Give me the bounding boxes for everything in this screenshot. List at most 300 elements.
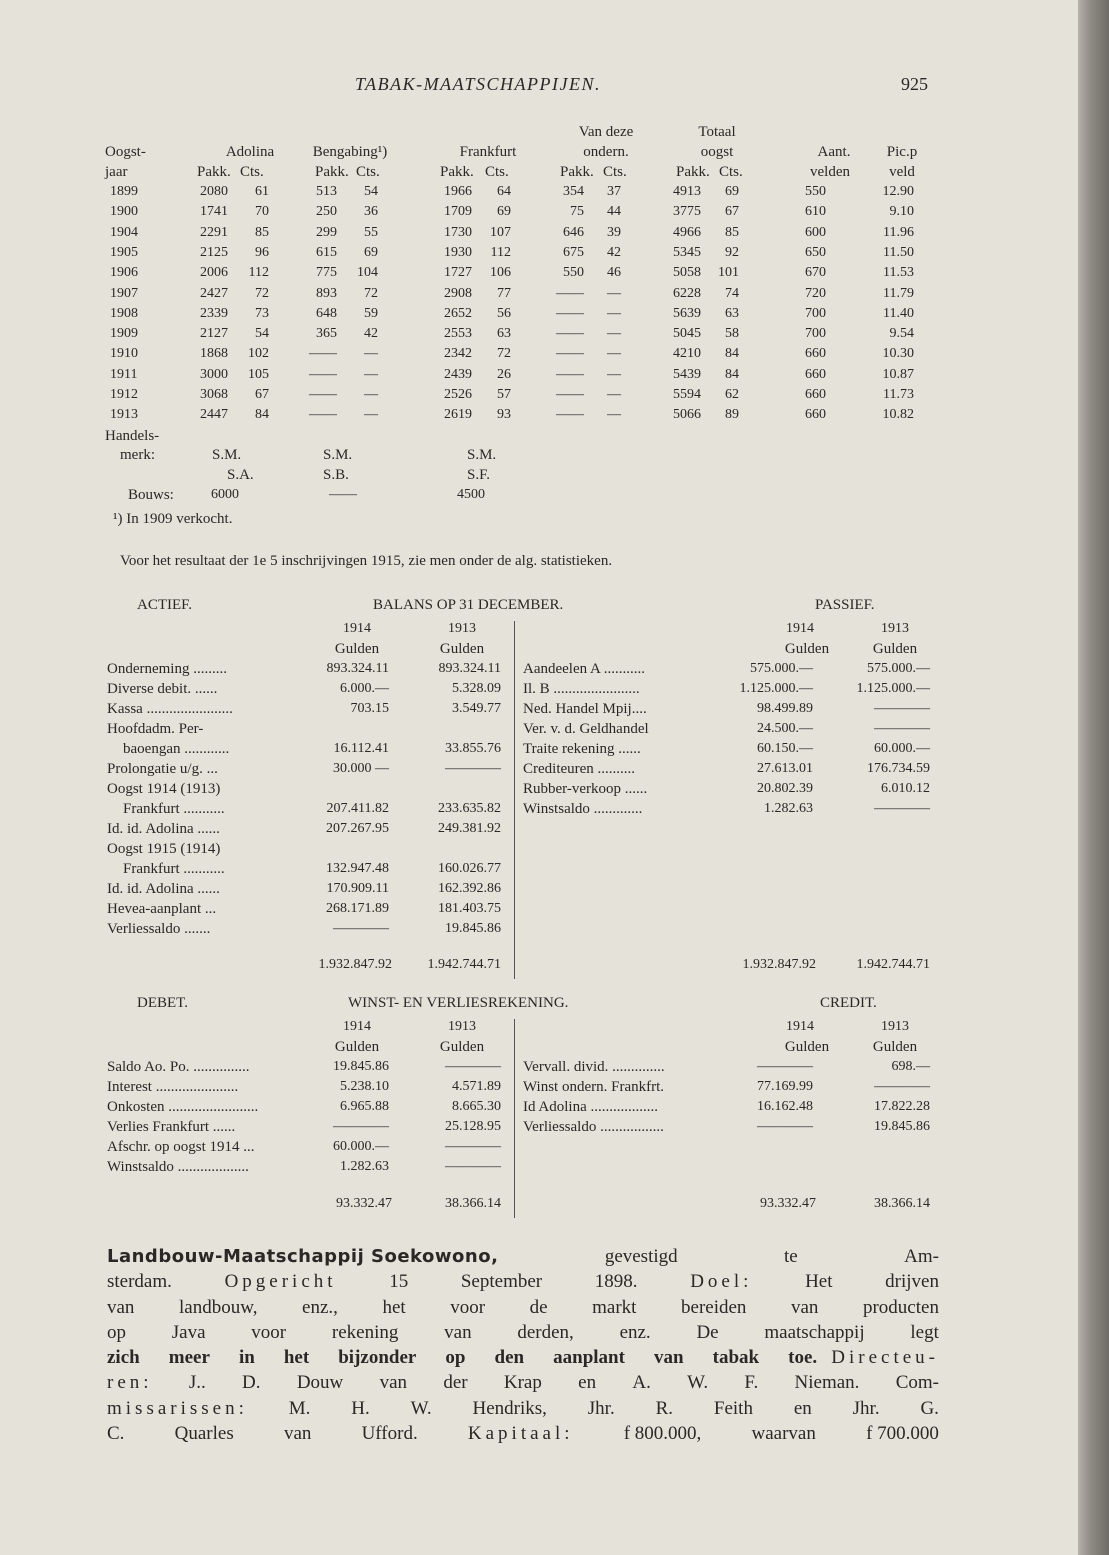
left-item-1914: 207.267.95 (326, 821, 389, 836)
data-cell: 107 (490, 224, 511, 240)
data-cell: 11.50 (883, 244, 914, 260)
word: enz., (302, 1296, 338, 1318)
word: Am- (904, 1246, 939, 1267)
bouws-value: 4500 (457, 487, 485, 502)
data-cell: 64 (497, 184, 511, 199)
column-header: oogst (700, 144, 734, 160)
left-item-label: Verlies Frankfurt ...... (107, 1119, 236, 1135)
word: Hendriks, (472, 1397, 547, 1419)
data-cell: 299 (316, 224, 337, 240)
center-divider (514, 1019, 515, 1218)
right-item-1913: 17.822.28 (874, 1099, 930, 1114)
data-cell: — (607, 387, 621, 402)
data-cell: 26 (497, 366, 511, 382)
word: de (529, 1296, 548, 1318)
data-cell: 5045 (673, 326, 701, 342)
data-cell: 660 (805, 366, 826, 382)
unit-header: Cts. (240, 164, 264, 180)
data-cell: 1868 (200, 346, 228, 362)
left-total-1914: 1.932.847.92 (318, 957, 392, 972)
year-cell: 1913 (110, 407, 138, 423)
left-item-label: baoengan ............ (123, 741, 230, 757)
unit-header: Cts. (719, 164, 743, 180)
year-header: 1913 (448, 621, 476, 636)
left-item-label: Diverse debit. ...... (107, 681, 218, 697)
unit-header: Pakk. (315, 164, 349, 180)
trademark: S.M. (323, 447, 353, 463)
data-cell: 112 (490, 244, 511, 260)
word: landbouw, (179, 1296, 258, 1318)
year-header: 1914 (343, 1019, 371, 1034)
right-item-1914: 16.162.48 (757, 1099, 813, 1114)
word: sterdam. (107, 1271, 172, 1293)
right-item-label: Ned. Handel Mpij.... (523, 701, 647, 717)
left-item-1913: 19.845.86 (445, 921, 501, 936)
column-header: velden (810, 164, 850, 180)
word-part: tabak (712, 1347, 760, 1369)
word: missarissen: (107, 1397, 248, 1419)
unit-header: Pakk. (560, 164, 594, 180)
right-item-label: Aandeelen A ........... (523, 661, 646, 677)
word (107, 1345, 817, 1370)
trademark: S.M. (212, 447, 242, 463)
word: D. (242, 1372, 261, 1394)
word: producten (862, 1296, 939, 1318)
year-header: 1914 (343, 621, 371, 636)
word-part: van (654, 1347, 684, 1369)
left-item-1914: 5.238.10 (340, 1079, 389, 1094)
right-total-1913: 38.366.14 (874, 1196, 930, 1211)
left-item-1913: 33.855.76 (445, 741, 501, 756)
word: maatschappij (764, 1321, 865, 1343)
data-cell: 2080 (200, 184, 228, 199)
data-cell: 2439 (444, 366, 472, 382)
trademark: S.A. (227, 467, 254, 483)
data-cell: 670 (805, 265, 826, 281)
right-item-1914: 60.150.— (757, 741, 813, 756)
word: op (107, 1321, 126, 1343)
column-header: Van deze (578, 124, 634, 140)
word: het (382, 1296, 406, 1318)
year-header: 1914 (786, 1019, 814, 1034)
data-cell: 675 (563, 244, 584, 260)
company-name: Landbouw-Maatschappij Soekowono, (107, 1246, 499, 1267)
data-cell: —— (556, 326, 584, 342)
year-cell: 1912 (110, 387, 138, 402)
data-cell: 42 (607, 244, 621, 260)
data-cell: —— (556, 387, 584, 402)
data-cell: 84 (725, 346, 739, 362)
year-header: 1913 (881, 621, 909, 636)
left-item-1913: ———— (445, 1059, 501, 1074)
word: en (793, 1397, 812, 1419)
data-cell: 10.82 (882, 407, 914, 423)
word: Opgericht (224, 1271, 337, 1293)
word: Directeu- (831, 1347, 939, 1369)
right-item-1913: ———— (874, 721, 930, 736)
column-header: Adolina (225, 144, 275, 160)
word: f 800.000, (623, 1423, 702, 1445)
word-part: op (445, 1347, 466, 1369)
unit-header: Cts. (603, 164, 627, 180)
data-cell: 600 (805, 224, 826, 240)
data-cell: 1709 (444, 204, 472, 220)
unit-header: Gulden (439, 1039, 485, 1055)
column-header: ondern. (583, 144, 629, 160)
trademark: S.M. (467, 447, 497, 463)
data-cell: 660 (805, 407, 826, 423)
left-item-1914: 207.411.82 (326, 801, 389, 816)
word-part: in (238, 1347, 255, 1369)
left-item-1914: 16.112.41 (333, 741, 389, 756)
word: Kapitaal: (467, 1423, 574, 1445)
data-cell: 5058 (673, 265, 701, 281)
footnote: ¹) In 1909 verkocht. (113, 511, 233, 527)
data-cell: 2427 (200, 285, 228, 301)
year-cell: 1910 (110, 346, 138, 362)
year-cell: 1906 (110, 265, 138, 281)
word: A. (632, 1372, 651, 1394)
year-header: 1913 (448, 1019, 476, 1034)
word: J.. (188, 1372, 206, 1394)
data-cell: —— (556, 346, 584, 362)
word: van (790, 1296, 819, 1318)
data-cell: 700 (805, 326, 826, 342)
word: der (443, 1372, 468, 1394)
data-cell: 2342 (444, 346, 472, 362)
right-item-1913: 6.010.12 (881, 781, 930, 796)
unit-header: Gulden (872, 641, 918, 657)
word: R. (655, 1397, 674, 1419)
word: De (696, 1321, 719, 1343)
right-item-1914: ———— (757, 1119, 813, 1134)
data-cell: 75 (570, 204, 584, 220)
data-cell: — (607, 326, 621, 342)
data-cell: 46 (607, 265, 621, 281)
left-item-1914: ———— (333, 921, 389, 936)
left-item-label: Frankfurt ........... (123, 861, 225, 877)
left-item-label: Saldo Ao. Po. ............... (107, 1059, 250, 1075)
data-cell: 893 (316, 285, 337, 301)
word: ren: (107, 1372, 153, 1394)
word: Com- (895, 1372, 939, 1394)
data-cell: 1727 (444, 265, 472, 281)
center-title: BALANS OP 31 DECEMBER. (373, 597, 564, 613)
left-item-label: Oogst 1915 (1914) (107, 841, 221, 857)
data-cell: — (364, 346, 378, 362)
data-cell: —— (556, 305, 584, 321)
year-cell: 1911 (110, 366, 138, 382)
word: 15 (389, 1271, 409, 1293)
data-cell: 96 (255, 244, 269, 260)
word: gevestigd (604, 1246, 678, 1267)
word: waarvan (751, 1423, 816, 1445)
word: Doel: (690, 1271, 753, 1293)
unit-header: Gulden (872, 1039, 918, 1055)
data-cell: 72 (255, 285, 269, 301)
data-cell: 67 (725, 204, 739, 220)
year-cell: 1909 (110, 326, 138, 342)
left-item-label: Frankfurt ........... (123, 801, 225, 817)
data-cell: — (607, 407, 621, 423)
data-cell: — (364, 407, 378, 423)
unit-header: Gulden (784, 1039, 830, 1055)
data-cell: 775 (316, 265, 337, 281)
left-item-label: Verliessaldo ....... (107, 921, 211, 937)
unit-header: Pakk. (197, 164, 231, 180)
word: Quarles (174, 1423, 234, 1445)
left-item-label: Hoofdadm. Per- (107, 721, 204, 737)
data-cell: —— (556, 407, 584, 423)
right-item-1914: 98.499.89 (757, 701, 813, 716)
data-cell: 513 (316, 184, 337, 199)
right-item-1913: 1.125.000.— (856, 681, 930, 696)
word: van (379, 1372, 408, 1394)
word-part: het (283, 1347, 310, 1369)
word: Ufford. (361, 1423, 418, 1445)
column-header: Bengabing¹) (312, 144, 388, 160)
data-cell: — (607, 346, 621, 362)
left-item-1914: 703.15 (350, 701, 389, 716)
unit-header: Cts. (356, 164, 380, 180)
data-cell: 3775 (673, 204, 701, 220)
left-item-1913: 3.549.77 (452, 701, 501, 716)
data-cell: 2339 (200, 305, 228, 321)
word: Douw (296, 1372, 344, 1394)
handelsmerk-label: merk: (120, 447, 155, 463)
left-item-1913: 25.128.95 (445, 1119, 501, 1134)
data-cell: 2447 (200, 407, 228, 423)
data-cell: 36 (364, 204, 378, 220)
word-part: zich (107, 1347, 140, 1369)
right-title: CREDIT. (820, 995, 877, 1011)
right-item-label: Il. B ....................... (523, 681, 640, 697)
data-cell: 2652 (444, 305, 472, 321)
right-item-1913: 19.845.86 (874, 1119, 930, 1134)
data-cell: —— (309, 366, 337, 382)
paragraph-line (107, 1345, 939, 1370)
data-cell: — (607, 366, 621, 382)
left-item-1914: 6.000.— (340, 681, 389, 696)
right-item-label: Winstsaldo ............. (523, 801, 643, 817)
right-item-label: Ver. v. d. Geldhandel (523, 721, 649, 737)
right-item-label: Id Adolina .................. (523, 1099, 658, 1115)
word: Het (805, 1271, 833, 1293)
data-cell: 250 (316, 204, 337, 220)
right-item-1914: 20.802.39 (757, 781, 813, 796)
word: Feith (713, 1397, 753, 1419)
data-cell: 42 (364, 326, 378, 342)
word-part: bijzonder (338, 1347, 417, 1369)
left-item-1914: 6.965.88 (340, 1099, 389, 1114)
year-cell: 1900 (110, 204, 138, 220)
data-cell: 2553 (444, 326, 472, 342)
left-total-1913: 38.366.14 (445, 1196, 501, 1211)
left-item-label: Id. id. Adolina ...... (107, 821, 220, 837)
left-title: DEBET. (137, 995, 188, 1011)
left-item-1914: 132.947.48 (326, 861, 389, 876)
data-cell: 84 (255, 407, 269, 423)
data-cell: 55 (364, 224, 378, 240)
right-item-label: Verliessaldo ................. (523, 1119, 664, 1135)
word: W. (410, 1397, 432, 1419)
data-cell: 10.87 (882, 366, 914, 382)
right-item-1913: ———— (874, 701, 930, 716)
data-cell: 104 (357, 265, 378, 281)
paragraph-line (107, 1295, 939, 1320)
data-cell: 39 (607, 224, 621, 240)
data-cell: 6228 (673, 285, 701, 301)
bouws-value: 6000 (211, 487, 239, 502)
trademark: S.B. (323, 467, 349, 483)
data-cell: 615 (316, 244, 337, 260)
paragraph-line (107, 1421, 939, 1446)
right-item-1914: 1.282.63 (764, 801, 813, 816)
data-cell: 1730 (444, 224, 472, 240)
data-cell: 660 (805, 387, 826, 402)
data-cell: 85 (255, 224, 269, 240)
data-cell: 69 (725, 184, 739, 199)
year-cell: 1905 (110, 244, 138, 260)
right-item-1914: 1.125.000.— (739, 681, 813, 696)
data-cell: 70 (255, 204, 269, 220)
left-item-1913: 162.392.86 (438, 881, 501, 896)
left-item-label: Onkosten ........................ (107, 1099, 259, 1115)
left-item-label: Winstsaldo ................... (107, 1159, 249, 1175)
data-cell: 102 (248, 346, 269, 362)
word: van (283, 1423, 312, 1445)
word: Krap (503, 1372, 542, 1394)
data-cell: 72 (497, 346, 511, 362)
left-item-1914: 60.000.— (333, 1139, 389, 1154)
left-item-1913: 181.403.75 (438, 901, 501, 916)
data-cell: 2006 (200, 265, 228, 281)
page-number: 925 (901, 74, 928, 94)
data-cell: —— (309, 346, 337, 362)
left-item-1913: 8.665.30 (452, 1099, 501, 1114)
year-header: 1914 (786, 621, 814, 636)
word: markt (592, 1296, 637, 1318)
word: bereiden (681, 1296, 747, 1318)
data-cell: 4966 (673, 224, 701, 240)
word: M. (288, 1397, 311, 1419)
data-cell: 69 (497, 204, 511, 220)
data-cell: —— (309, 387, 337, 402)
left-item-1913: 4.571.89 (452, 1079, 501, 1094)
word: legt (910, 1321, 939, 1343)
data-cell: 11.79 (883, 285, 914, 301)
data-cell: — (607, 285, 621, 301)
data-cell: 610 (805, 204, 826, 220)
data-cell: 3000 (200, 366, 228, 382)
left-total-1913: 1.942.744.71 (427, 957, 501, 972)
data-cell: — (364, 366, 378, 382)
data-cell: 10.30 (882, 346, 914, 362)
data-cell: 61 (255, 184, 269, 199)
data-cell: 5345 (673, 244, 701, 260)
paragraph-line (107, 1320, 939, 1345)
unit-header: Pakk. (440, 164, 474, 180)
data-cell: 11.73 (883, 387, 914, 402)
column-header: Aant. (817, 144, 851, 160)
book-spine (1078, 0, 1109, 1555)
left-item-1913: ———— (445, 761, 501, 776)
right-item-1914: 575.000.— (750, 661, 813, 676)
word-part: meer (168, 1347, 210, 1369)
data-cell: 105 (248, 366, 269, 382)
right-item-1913: 60.000.— (874, 741, 930, 756)
data-cell: — (607, 305, 621, 321)
data-cell: 106 (490, 265, 511, 281)
data-cell: 59 (364, 305, 378, 321)
data-cell: 9.54 (889, 326, 914, 342)
data-cell: 67 (255, 387, 269, 402)
left-item-1914: 268.171.89 (326, 901, 389, 916)
left-item-label: Kassa ....................... (107, 701, 233, 717)
data-cell: 2619 (444, 407, 472, 423)
page-header-title: TABAK-MAATSCHAPPIJEN. (355, 74, 601, 94)
data-cell: 2908 (444, 285, 472, 301)
word-part: den (494, 1347, 525, 1369)
data-cell: 1930 (444, 244, 472, 260)
word: 1898. (594, 1271, 638, 1293)
results-note: Voor het resultaat der 1e 5 inschrijvingen 1915, zie men onder de alg. statistieken. (120, 553, 613, 569)
data-cell: 2125 (200, 244, 228, 260)
left-item-label: Id. id. Adolina ...... (107, 881, 220, 897)
data-cell: 84 (725, 366, 739, 382)
left-item-label: Afschr. op oogst 1914 ... (107, 1139, 255, 1155)
data-cell: 4913 (673, 184, 701, 199)
right-item-1914: 27.613.01 (757, 761, 813, 776)
data-cell: 1966 (444, 184, 472, 199)
left-item-1913: 5.328.09 (452, 681, 501, 696)
data-cell: 646 (563, 224, 584, 240)
left-total-1914: 93.332.47 (336, 1196, 392, 1211)
data-cell: 57 (497, 387, 511, 402)
data-cell: —— (556, 285, 584, 301)
word: C. (107, 1423, 125, 1445)
data-cell: 73 (255, 305, 269, 321)
data-cell: 11.96 (883, 224, 914, 240)
data-cell: 93 (497, 407, 511, 423)
data-cell: 720 (805, 285, 826, 301)
word: W. (687, 1372, 709, 1394)
data-cell: 5439 (673, 366, 701, 382)
data-cell: 550 (805, 184, 826, 199)
center-title: WINST- EN VERLIESREKENING. (348, 995, 569, 1011)
right-total-1914: 93.332.47 (760, 1196, 816, 1211)
word: H. (351, 1397, 370, 1419)
word: F. (744, 1372, 759, 1394)
data-cell: 58 (725, 326, 739, 342)
data-cell: 63 (497, 326, 511, 342)
column-header: Oogst- (105, 144, 146, 160)
right-total-1914: 1.932.847.92 (742, 957, 816, 972)
data-cell: 4210 (673, 346, 701, 362)
unit-header: Cts. (485, 164, 509, 180)
data-cell: 2127 (200, 326, 228, 342)
data-cell: 1741 (200, 204, 228, 220)
word: September (460, 1271, 543, 1293)
data-cell: 5594 (673, 387, 701, 402)
word: drijven (885, 1271, 939, 1293)
word: rekening (331, 1321, 399, 1343)
unit-header: Gulden (439, 641, 485, 657)
bouws-value: —— (329, 487, 357, 502)
right-item-1913: ———— (874, 801, 930, 816)
year-cell: 1899 (110, 184, 138, 199)
word: f 700.000 (866, 1423, 939, 1445)
